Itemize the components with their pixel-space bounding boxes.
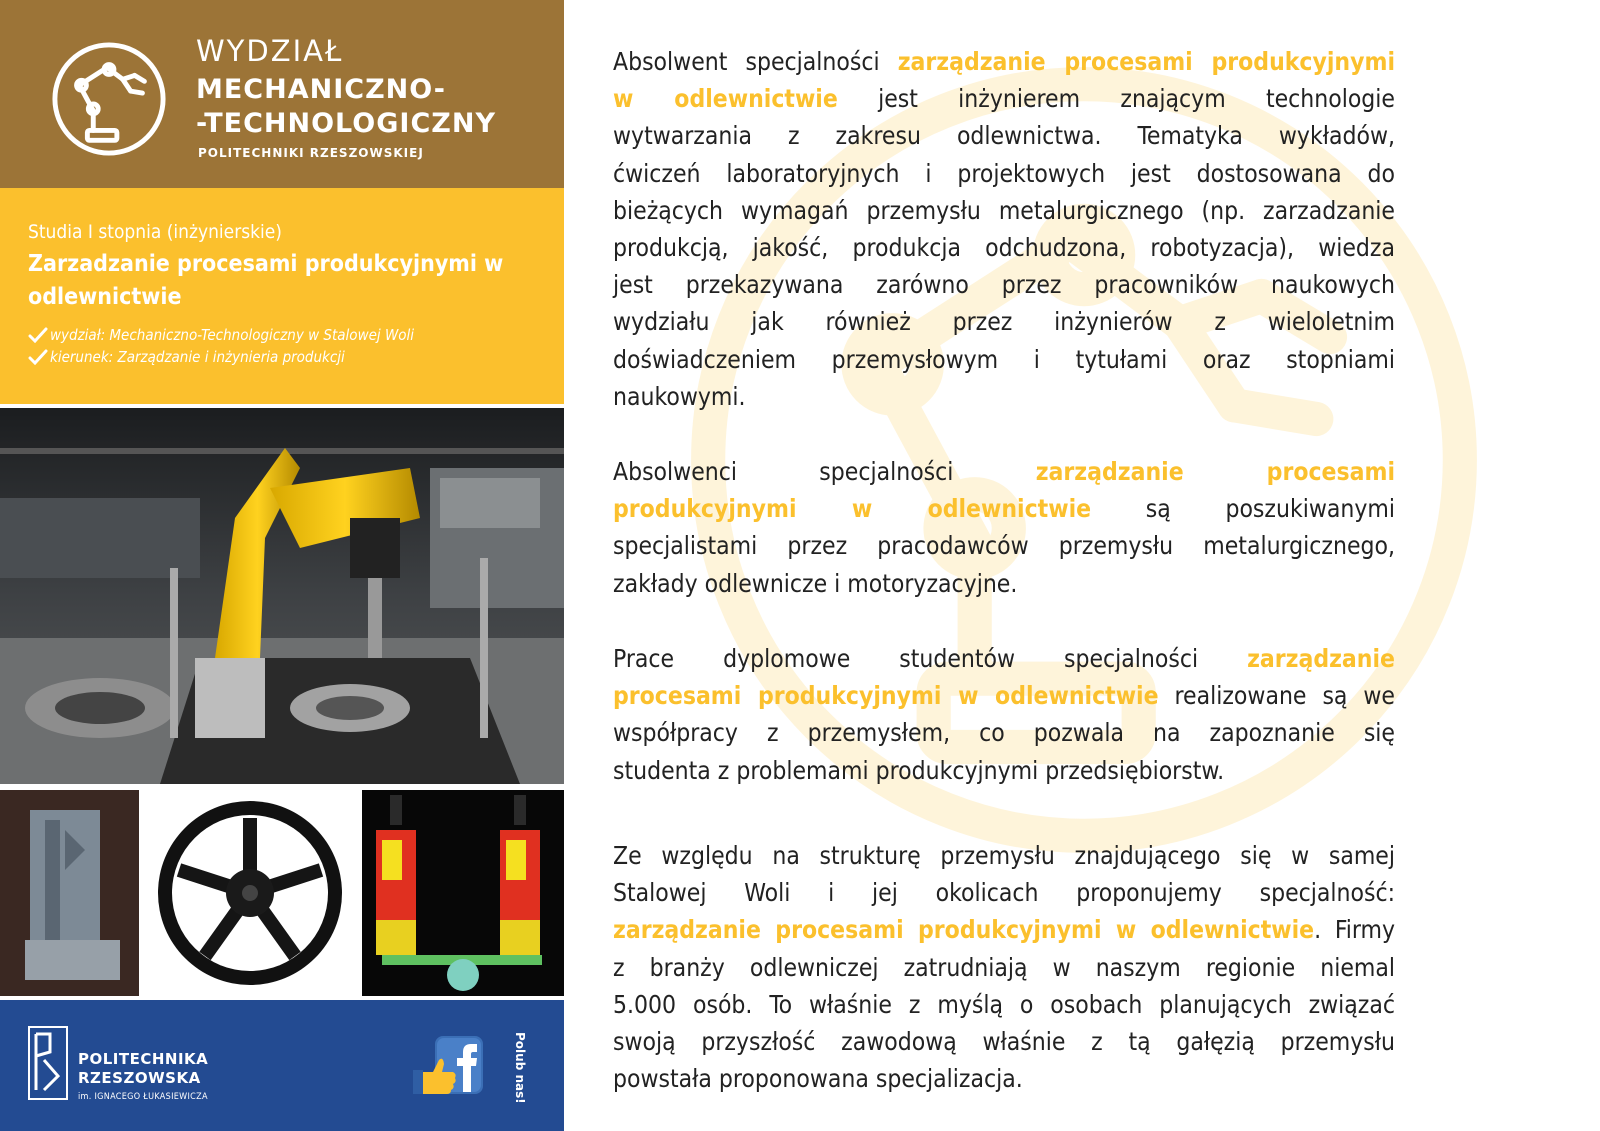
- university-patron: im. IGNACEGO ŁUKASIEWICZA: [78, 1092, 208, 1102]
- paragraph-text: . Firmy: [1314, 915, 1395, 945]
- paragraph-text: Absolwenci specjalności: [613, 457, 1036, 486]
- paragraph-line: [613, 640, 1395, 677]
- paragraph-line: [613, 192, 1395, 229]
- paragraph-text: z branży odlewniczej zatrudniają w naszym regionie niemal: [613, 952, 1395, 982]
- faculty-name-line1: MECHANICZNO-: [196, 74, 446, 105]
- politechnika-logo-icon: [28, 1026, 68, 1100]
- program-item-label: wydział: Mechaniczno-Technologiczny w Stalowej Woli: [50, 326, 415, 344]
- robot-arm-icon: [50, 40, 168, 158]
- program-item: [28, 326, 414, 344]
- paragraph-text: naukowymi.: [613, 381, 746, 411]
- paragraph-text: wydziału jak również przez inżynierów z wieloletnim: [613, 307, 1395, 337]
- paragraph-line: [613, 80, 1395, 117]
- faculty-name-line2: -TECHNOLOGICZNY: [196, 108, 497, 139]
- paragraph-text: produkcją, jakość, produkcja odchudzona, robotyzacja), wiedza: [613, 233, 1395, 263]
- program-box: [0, 188, 564, 404]
- paragraph-text: swoją przyszłość zawodową właśnie z tą gałęzią przemysłu: [613, 1027, 1395, 1057]
- specialization-highlight: produkcyjnymi w odlewnictwie: [613, 494, 1092, 524]
- like-us-label: Polub nas!: [513, 1032, 527, 1104]
- paragraph-text: wytwarzania z zakresu odlewnictwa. Tematyka wykładów,: [613, 121, 1395, 151]
- paragraph-line: [613, 117, 1395, 154]
- paragraph-text: współpracy z przemysłem, co pozwala na zapoznanie się: [613, 718, 1395, 748]
- paragraph-text: jest inżynierem znającym technologie: [837, 84, 1395, 114]
- paragraph-text: powstała proponowana specjalizacja.: [613, 1064, 1023, 1094]
- photo-strip: [0, 790, 564, 996]
- paragraph-line: [613, 677, 1395, 714]
- study-level: Studia I stopnia (inżynierskie): [28, 221, 282, 243]
- paragraph-theses: [613, 640, 1395, 789]
- paragraph-line: [613, 155, 1395, 192]
- university-name-line2: RZESZOWSKA: [78, 1069, 201, 1087]
- paragraph-line: [613, 229, 1395, 266]
- casting-simulation-photo: [362, 790, 564, 996]
- paragraph-line: [613, 43, 1395, 80]
- description-panel: [564, 0, 1600, 1131]
- university-name-line1: POLITECHNIKA: [78, 1050, 209, 1068]
- cast-logo-photo: [0, 790, 139, 996]
- program-item-label: kierunek: Zarządzanie i inżynieria produkcji: [50, 348, 345, 366]
- paragraph-text: Stalowej Woli i jej okolicach proponujemy specjalność:: [613, 878, 1395, 908]
- specialization-highlight: zarządzanie: [1247, 644, 1395, 673]
- paragraph-line: [613, 341, 1395, 378]
- program-item: [28, 348, 345, 366]
- robot-photo: [0, 408, 564, 784]
- paragraph-line: [613, 565, 1395, 602]
- university-name: [78, 1050, 208, 1088]
- checkmark-icon: [28, 349, 48, 365]
- paragraph-line: [613, 911, 1395, 948]
- paragraph-text: doświadczeniem przemysłowym i tytułami oraz stopniami: [613, 344, 1395, 374]
- paragraph-text: Absolwent specjalności: [613, 47, 898, 76]
- paragraph-text: ćwiczeń laboratoryjnych i projektowych jest dostosowana do: [613, 158, 1395, 188]
- checkmark-icon: [28, 327, 48, 343]
- paragraph-line: [613, 986, 1395, 1023]
- paragraph-line: [613, 714, 1395, 751]
- paragraph-region: [613, 837, 1395, 1097]
- paragraph-text: realizowane są we: [1158, 681, 1395, 711]
- paragraph-employers: [613, 453, 1395, 602]
- paragraph-text: zakłady odlewnicze i motoryzacyjne.: [613, 568, 1018, 598]
- paragraph-line: [613, 266, 1395, 303]
- paragraph-text: są poszukiwanymi: [1091, 494, 1395, 524]
- paragraph-line: [613, 527, 1395, 564]
- paragraph-text: bieżących wymagań przemysłu metalurgicznego (np. zarzadzanie: [613, 195, 1395, 225]
- paragraph-graduate: [613, 43, 1395, 415]
- wheel-rim-photo: [145, 790, 356, 996]
- specialization-highlight: zarządzanie procesami produkcyjnymi w odlewnictwie: [613, 915, 1315, 945]
- faculty-university: POLITECHNIKI RZESZOWSKIEJ: [198, 146, 424, 160]
- paragraph-text: Prace dyplomowe studentów specjalności: [613, 644, 1248, 673]
- paragraph-line: [613, 1023, 1395, 1060]
- paragraph-text: Ze względu na strukturę przemysłu znajdującego się w samej: [613, 841, 1395, 870]
- paragraph-line: [613, 378, 1395, 415]
- specialization-highlight: zarządzanie procesami: [1035, 457, 1395, 486]
- paragraph-line: [613, 1060, 1395, 1097]
- faculty-header: [0, 0, 564, 188]
- paragraph-line: [613, 303, 1395, 340]
- paragraph-line: [613, 874, 1395, 911]
- facebook-like-icon[interactable]: [413, 1036, 485, 1100]
- university-footer: [0, 1000, 564, 1131]
- paragraph-line: [613, 453, 1395, 490]
- specialization-highlight: zarządzanie procesami produkcyjnymi: [897, 47, 1395, 76]
- paragraph-line: [613, 752, 1395, 789]
- paragraph-text: studenta z problemami produkcyjnymi przedsiębiorstw.: [613, 755, 1225, 785]
- paragraph-line: [613, 490, 1395, 527]
- specialization-highlight: procesami produkcyjnymi w odlewnictwie: [613, 681, 1159, 711]
- paragraph-line: [613, 837, 1395, 874]
- faculty-word: WYDZIAŁ: [196, 34, 344, 68]
- program-title: Zarzadzanie procesami produkcyjnymi w odlewnictwie: [28, 251, 504, 310]
- paragraph-text: 5.000 osób. To właśnie z myślą o osobach planujących związać: [613, 989, 1395, 1019]
- paragraph-text: jest przekazywana zarówno przez pracowników naukowych: [613, 270, 1395, 300]
- paragraph-text: specjalistami przez pracodawców przemysłu metalurgicznego,: [613, 531, 1395, 561]
- specialization-highlight: w odlewnictwie: [613, 84, 838, 114]
- paragraph-line: [613, 949, 1395, 986]
- left-panel: [0, 0, 564, 1131]
